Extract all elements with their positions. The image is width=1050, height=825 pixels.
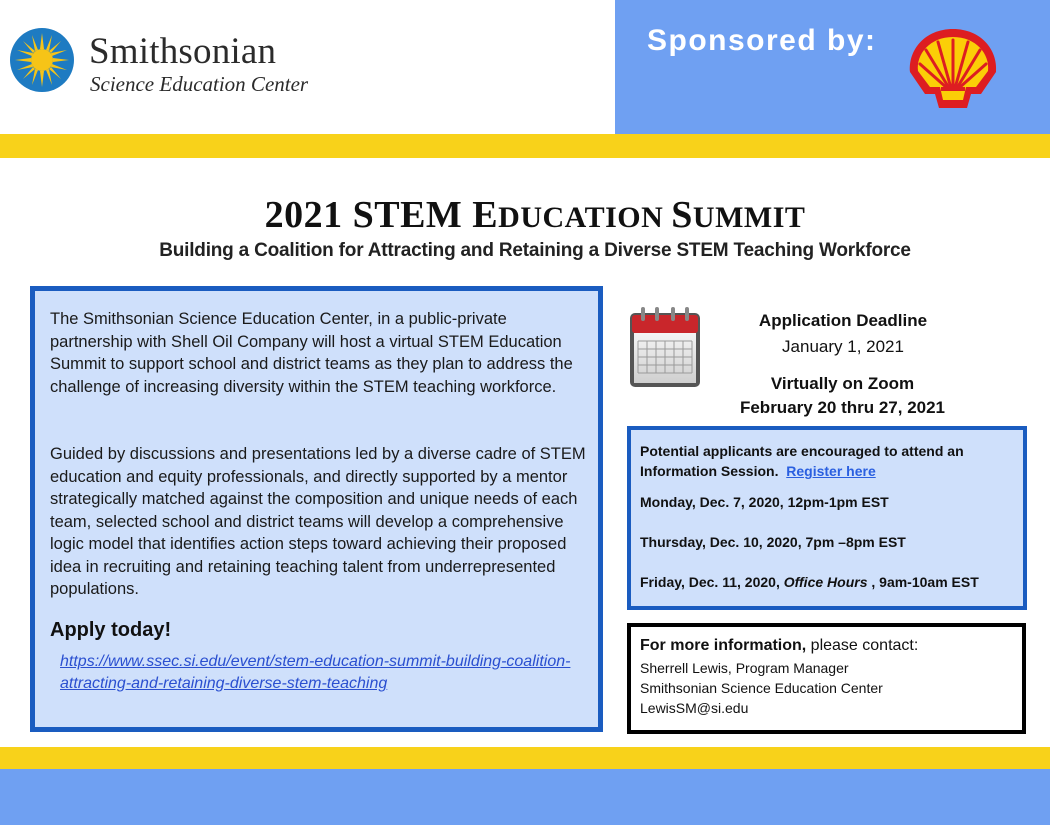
title-e-initial: E	[472, 194, 499, 236]
page-title	[0, 193, 1050, 237]
session-item-prefix: Friday, Dec. 11, 2020,	[640, 574, 784, 590]
office-hours-label: Office Hours	[783, 574, 868, 590]
session-item	[640, 574, 979, 590]
register-link[interactable]: Register here	[786, 463, 876, 479]
contact-panel	[627, 623, 1026, 734]
deadline-label: Application Deadline	[758, 311, 928, 330]
contact-email[interactable]: LewisSM@si.edu	[640, 700, 749, 716]
sessions-intro	[640, 441, 1018, 481]
org-name: Smithsonian	[89, 31, 277, 72]
contact-heading-rest: please contact:	[806, 637, 919, 654]
description-paragraph-2: Guided by discussions and presentations led by a diverse cadre of STEM education and equity professionals, and directly supported by a mentor strategically matched against the composition and unique needs of each team, selected school and district teams will develop a comprehensive logic model that identifies action steps toward achieving their proposed idea in recruiting and retaining teaching talent from underrepresented populations.	[50, 445, 586, 598]
title-year: 2021 STEM	[264, 194, 473, 236]
apply-link[interactable]: https://www.ssec.si.edu/event/stem-education-summit-building-coalition-attracting-and-retaining-diverse-stem-teaching	[60, 653, 571, 692]
page-subtitle: Building a Coalition for Attracting and Retaining a Diverse STEM Teaching Workforce	[159, 240, 911, 261]
bottom-yellow-stripe	[0, 747, 1050, 769]
session-item-suffix: , 9am-10am EST	[867, 574, 979, 590]
description-paragraph-1: The Smithsonian Science Education Center, in a public-private partnership with Shell Oil Company will host a virtual STEM Education Summit to support school and district teams as they plan to address the challenge of increasing diversity within the STEM teaching workforce.	[50, 310, 573, 396]
info-sessions-panel	[627, 426, 1027, 610]
sessions-intro-text: Potential applicants are encouraged to attend an Information Session.	[640, 443, 964, 479]
calendar-icon	[628, 305, 704, 391]
smithsonian-sun-logo-icon	[9, 27, 75, 93]
shell-logo-icon	[905, 26, 1001, 112]
session-item: Monday, Dec. 7, 2020, 12pm-1pm EST	[640, 494, 889, 510]
org-subtitle: Science Education Center	[90, 72, 309, 96]
session-item: Thursday, Dec. 10, 2020, 7pm –8pm EST	[640, 534, 906, 550]
description-panel	[30, 286, 603, 732]
deadline-date: January 1, 2021	[782, 337, 904, 356]
header	[0, 0, 1050, 134]
apply-heading: Apply today!	[50, 619, 172, 641]
title-e-rest: DUCATION	[498, 201, 672, 234]
contact-organization: Smithsonian Science Education Center	[640, 680, 883, 696]
footer-band	[0, 769, 1050, 825]
sponsor-panel	[615, 0, 1050, 134]
top-yellow-stripe	[0, 134, 1050, 158]
contact-heading	[640, 637, 918, 655]
contact-heading-bold: For more information,	[640, 637, 807, 654]
sponsor-label: Sponsored by:	[647, 24, 877, 57]
title-s-rest: UMMIT	[692, 201, 806, 234]
event-dates: February 20 thru 27, 2021	[739, 398, 946, 417]
title-s-initial: S	[671, 194, 693, 236]
format-label: Virtually on Zoom	[770, 374, 915, 393]
contact-name: Sherrell Lewis, Program Manager	[640, 660, 849, 676]
